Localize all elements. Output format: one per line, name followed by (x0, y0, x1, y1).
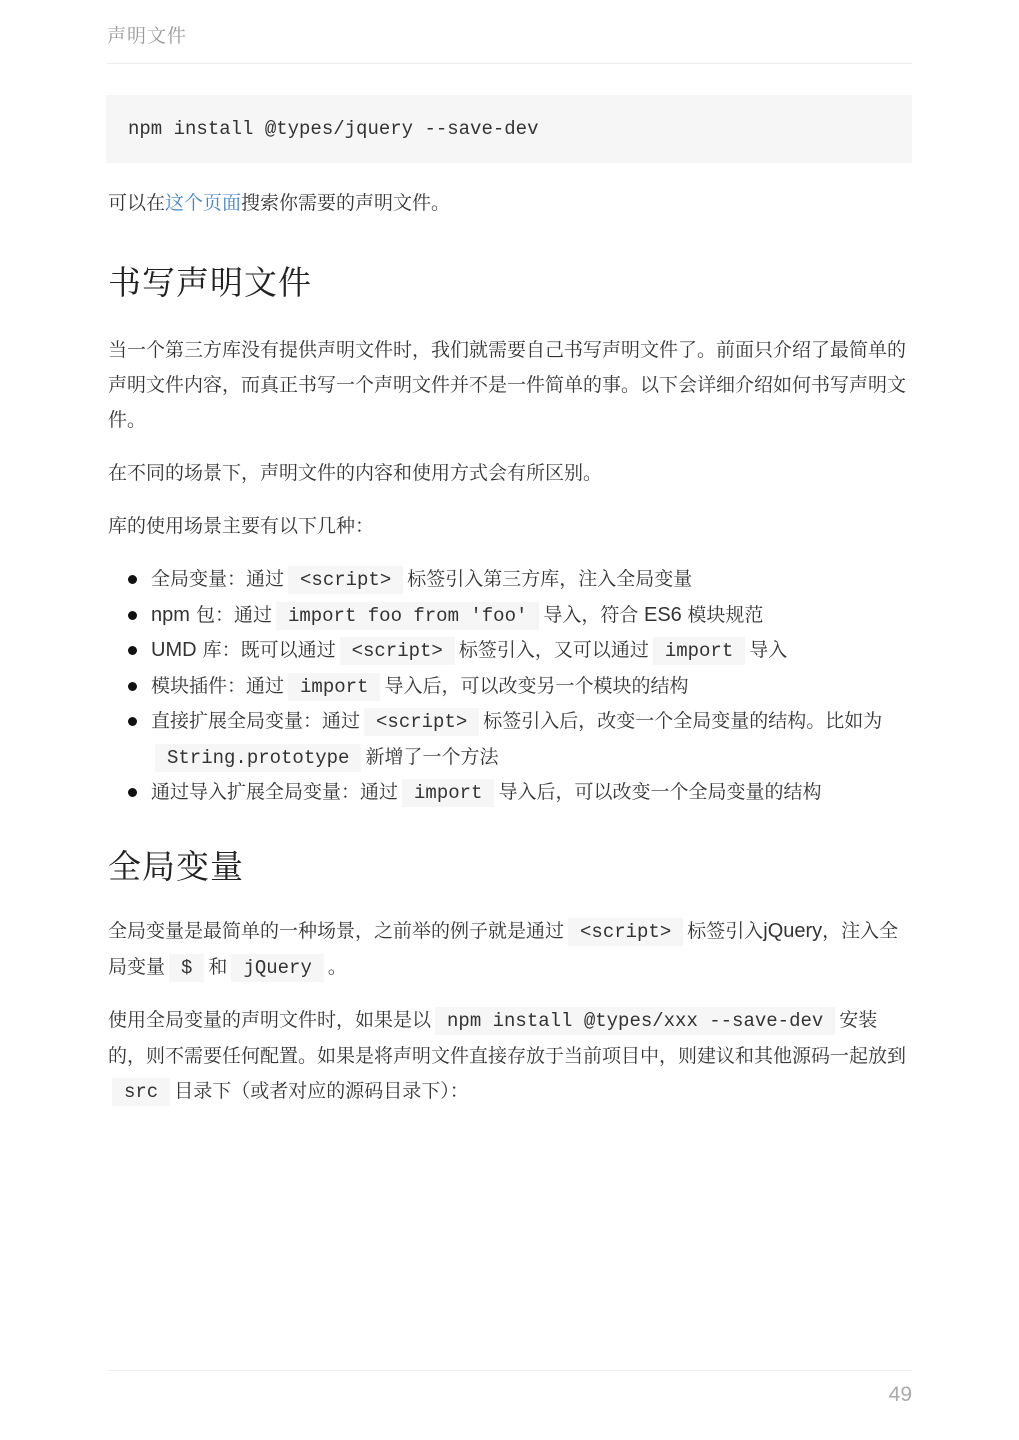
inline-code: jQuery (231, 954, 323, 982)
inline-code: npm install @types/xxx --save-dev (435, 1007, 835, 1035)
section2-paragraph-2 (108, 1003, 908, 1110)
list-text: 导入，符合 (543, 603, 639, 626)
bullet-icon (128, 646, 137, 655)
list-text: 导入 (749, 639, 788, 661)
inline-code: import (653, 637, 745, 665)
list-text: npm (151, 603, 190, 626)
inline-code: import (288, 673, 380, 701)
paragraph-text: 目录下（或者对应的源码目录下）： (174, 1079, 469, 1102)
list-text: 包：通过 (189, 603, 272, 626)
header-title: 声明文件 (107, 25, 188, 47)
paragraph-text: 。 (327, 955, 347, 978)
intro-paragraph (108, 186, 908, 221)
inline-code: <script> (364, 708, 479, 736)
page-header (107, 20, 912, 64)
list-text: 导入后，可以改变一个全局变量的结构 (498, 781, 822, 803)
paragraph-text: 和 (208, 955, 228, 978)
intro-prefix: 可以在 (108, 192, 166, 214)
code-block (106, 95, 912, 163)
inline-code: <script> (568, 918, 683, 946)
inline-code: $ (169, 954, 204, 982)
paragraph-text: 使用全局变量的声明文件时，如果是以 (108, 1008, 432, 1031)
paragraph-text: 全局变量是最简单的一种场景，之前举的例子就是通过 (108, 919, 565, 942)
list-text: 导入后，可以改变另一个模块的结构 (384, 674, 689, 697)
list-text: UMD (151, 639, 197, 661)
bullet-icon (128, 788, 137, 797)
paragraph-text: 安装的，则不需要任何配置。如果是将声明文件直接存放于当前项目中，则建议和其他源码一起放到 (108, 1008, 907, 1067)
code-block-text: npm install @types/jquery --save-dev (128, 118, 539, 140)
list-item (108, 775, 908, 811)
list-item (108, 633, 908, 669)
page-number: 49 (888, 1383, 912, 1406)
inline-code: <script> (288, 566, 403, 594)
list-text: 标签引入，又可以通过 (458, 639, 649, 661)
section-heading-global-variables: 全局变量 (108, 846, 244, 886)
inline-code: import foo from 'foo' (276, 602, 539, 630)
section1-paragraph-1: 当一个第三方库没有提供声明文件时，我们就需要自己书写声明文件了。前面只介绍了最简单的声明文件内容，而真正书写一个声明文件并不是一件简单的事。以下会详细介绍如何书写声明文件。 (108, 339, 907, 431)
list-text: 全局变量：通过 (151, 568, 285, 590)
list-text: 标签引入后，改变一个全局变量的结构。比如为 (483, 710, 883, 732)
paragraph-text: ，注入全局变量 (108, 919, 899, 978)
list-text: 库：既可以通过 (196, 639, 336, 661)
list-text: 直接扩展全局变量：通过 (151, 710, 361, 732)
inline-code: import (402, 779, 494, 807)
section-heading-writing-declarations: 书写声明文件 (108, 263, 312, 302)
list-item (108, 562, 908, 598)
inline-code: String.prototype (155, 744, 361, 772)
list-text: 通过导入扩展全局变量：通过 (151, 781, 399, 803)
inline-code: src (112, 1078, 170, 1106)
list-text: 模块插件：通过 (151, 674, 285, 697)
inline-code: <script> (340, 637, 455, 665)
bullet-icon (128, 575, 137, 584)
list-text: ES6 (638, 603, 688, 626)
intro-suffix: 搜索你需要的声明文件。 (241, 192, 451, 214)
list-text: 标签引入第三方库，注入全局变量 (407, 568, 693, 590)
bullet-icon (128, 611, 137, 620)
paragraph-text: jQuery (763, 919, 823, 942)
list-item (108, 598, 908, 634)
page-footer (107, 1370, 912, 1406)
paragraph-text: 标签引入 (687, 919, 764, 942)
search-page-link[interactable]: 这个页面 (165, 192, 242, 214)
bullet-icon (128, 717, 137, 726)
bullet-icon (128, 682, 137, 691)
content (108, 186, 908, 1110)
list-item (108, 704, 908, 775)
section2-paragraph-1 (108, 914, 908, 986)
list-item (108, 669, 908, 705)
section1-paragraph-3: 库的使用场景主要有以下几种： (108, 515, 375, 537)
section1-paragraph-2: 在不同的场景下，声明文件的内容和使用方式会有所区别。 (108, 462, 603, 484)
list-text: 新增了一个方法 (365, 745, 499, 768)
usage-scenario-list (108, 562, 908, 811)
list-text: 模块规范 (687, 603, 764, 626)
